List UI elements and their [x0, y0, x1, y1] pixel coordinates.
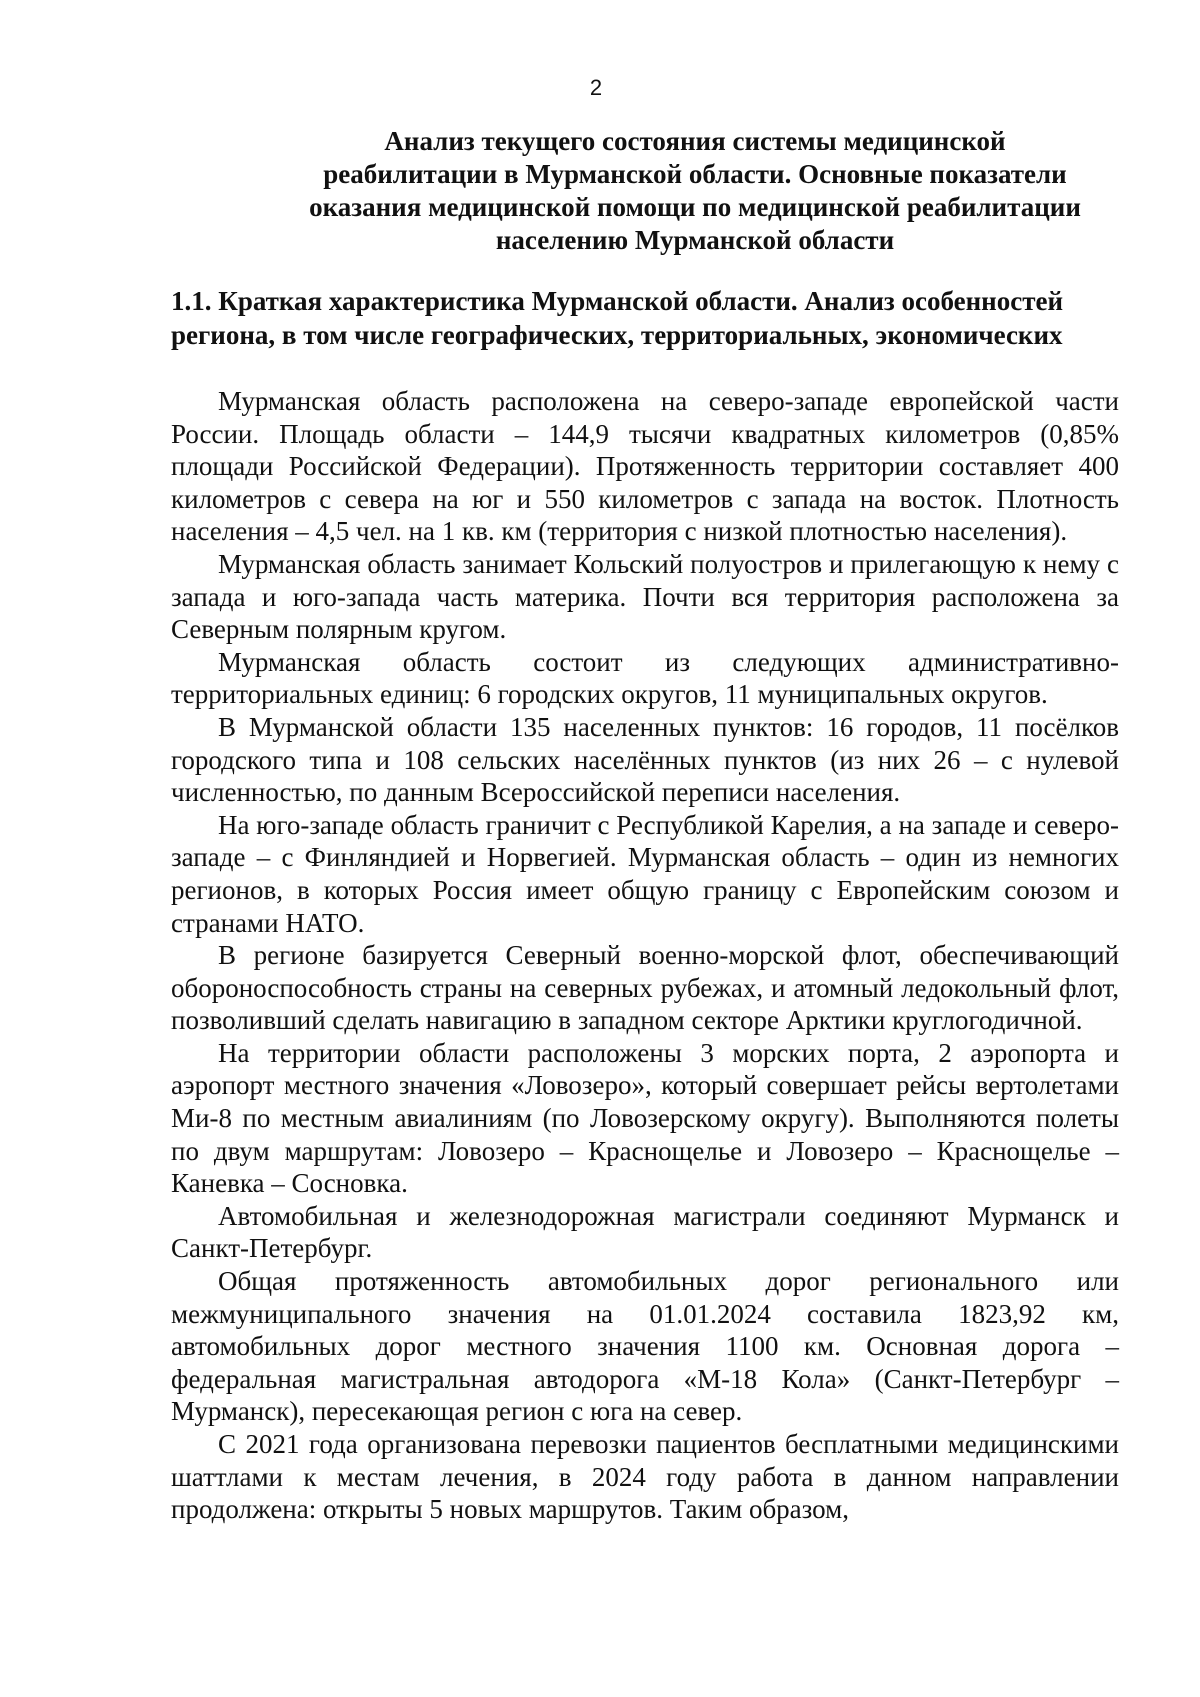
document-title-line: оказания медицинской помощи по медицинской реабилитации [309, 192, 1081, 222]
section-heading-line: 1.1. Краткая характеристика Мурманской области. Анализ особенностей [171, 286, 1064, 316]
page-number: 2 [589, 75, 603, 100]
paragraph-settlements: В Мурманской области 135 населенных пунктов: 16 городов, 11 посёлков городского типа и 108 сельских населённых пунктов (из них 26 – с нулевой численностью, по данным Всероссийской переписи населения. [171, 711, 1119, 808]
paragraph-ports-airports: На территории области расположены 3 морских порта, 2 аэропорта и аэропорт местного значения «Ловозеро», который совершает рейсы вертолетами Ми-8 по местным авиалиниям (по Ловозерскому округу). Выполняются полеты по двум маршрутам: Ловозеро – Краснощелье и Ловозеро – Краснощелье – Каневка – Сосновка. [171, 1037, 1119, 1199]
document-title-line: Анализ текущего состояния системы медицинской [384, 126, 1006, 156]
paragraph-administrative-units: Мурманская область состоит из следующих административно-территориальных единиц: 6 городских округов, 11 муниципальных округов. [171, 646, 1119, 710]
document-title-line: населению Мурманской области [495, 225, 895, 255]
section-heading-line: региона, в том числе географических, территориальных, экономических [171, 320, 1063, 350]
document-title-line: реабилитации в Мурманской области. Основные показатели [323, 159, 1067, 189]
paragraph-shuttles: С 2021 года организована перевозки пациентов бесплатными медицинскими шаттлами к местам лечения, в 2024 году работа в данном направлении продолжена: открыты 5 новых маршрутов. Таким образом, [171, 1429, 1119, 1525]
paragraph-kola-peninsula: Мурманская область занимает Кольский полуостров и прилегающую к нему с запада и юго-запада часть материка. Почти вся территория расположена за Северным полярным кругом. [171, 548, 1119, 645]
section-heading [171, 284, 1119, 352]
body-text [171, 385, 1119, 1526]
document-title [258, 125, 1132, 257]
paragraph-roads: Общая протяженность автомобильных дорог регионального или межмуниципального значения на 01.01.2024 составила 1823,92 км, автомобильных дорог местного значения 1100 км. Основная дорога – федеральная магистральная автодорога «М-18 Кола» (Санкт-Петербург – Мурманск), пересекающая регион с юга на север. [171, 1266, 1119, 1427]
paragraph-fleet: В регионе базируется Северный военно-морской флот, обеспечивающий обороноспособность страны на северных рубежах, и атомный ледокольный флот, позволивший сделать навигацию в западном секторе Арктики круглогодичной. [171, 940, 1119, 1036]
paragraph-area-and-density: Мурманская область расположена на северо-западе европейской части России. Площадь области – 144,9 тысячи квадратных километров (0,85% площади Российской Федерации). Протяженность территории составляет 400 километров с севера на юг и 550 километров с запада на восток. Плотность населения – 4,5 чел. на 1 кв. км (территория с низкой плотностью населения). [171, 386, 1119, 547]
paragraph-highways: Автомобильная и железнодорожная магистрали соединяют Мурманск и Санкт-Петербург. [171, 1200, 1119, 1264]
paragraph-borders: На юго-западе область граничит с Республикой Карелия, а на западе и северо-западе – с Финляндией и Норвегией. Мурманская область – один из немногих регионов, в которых Россия имеет общую границу с Европейским союзом и странами НАТО. [171, 809, 1119, 938]
